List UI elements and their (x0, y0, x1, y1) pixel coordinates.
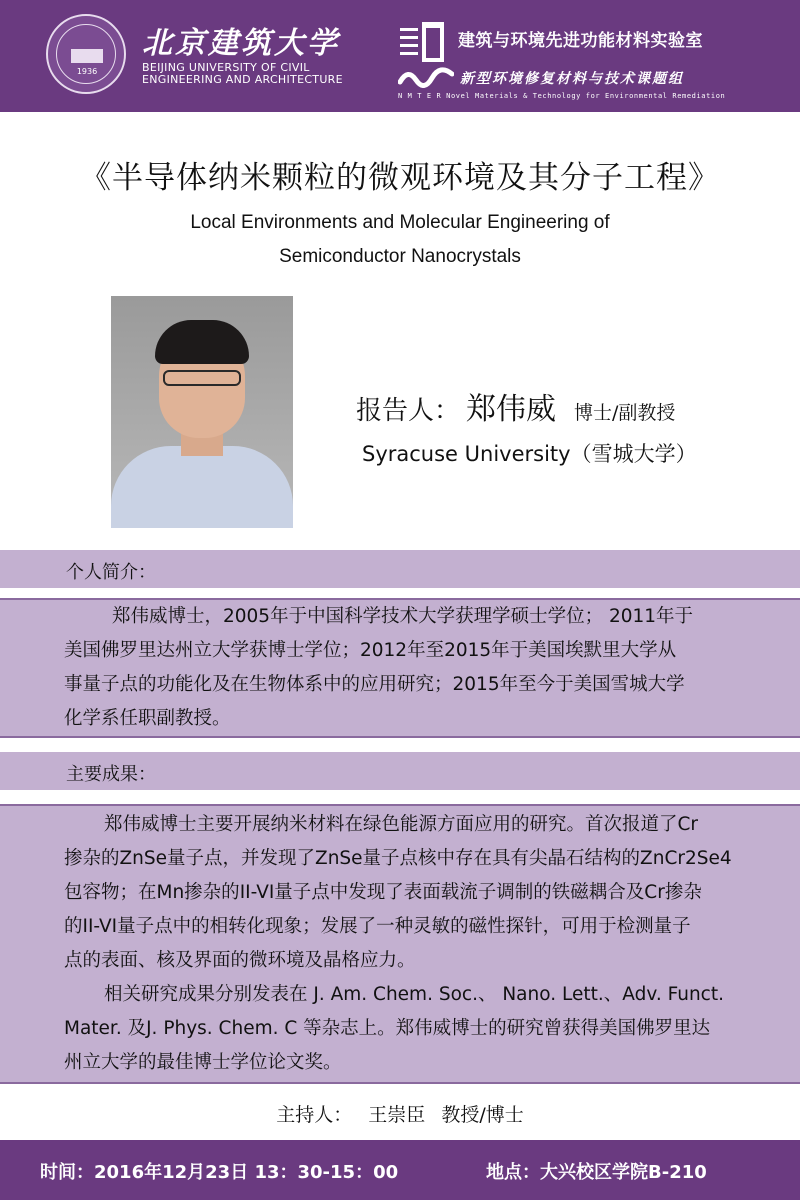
speaker-name: 郑伟威 (466, 392, 557, 427)
group-name-cn: 新型环境修复材料与技术课题组 (460, 71, 684, 87)
speaker-line (356, 384, 675, 428)
university-seal-icon (46, 14, 126, 94)
lab-logo-icon (400, 22, 444, 62)
host-name: 王崇臣 (368, 1104, 426, 1126)
header-banner (0, 0, 800, 112)
speaker-photo (111, 296, 293, 528)
speaker-affiliation: Syracuse University（雪城大学） (362, 442, 697, 466)
talk-title-en: Local Environments and Molecular Engineering of Semiconductor Nanocrystals (190, 212, 610, 267)
wave-logo-icon (398, 66, 454, 88)
speaker-label: 报告人： (356, 396, 461, 426)
speaker-titles: 博士/副教授 (574, 402, 676, 424)
host-label: 主持人： (276, 1104, 353, 1126)
lab-name-cn: 建筑与环境先进功能材料实验室 (458, 31, 703, 51)
event-time: 时间：2016年12月23日 13：30-15：00 (40, 1162, 399, 1183)
university-name-cn: 北京建筑大学 (142, 26, 340, 61)
achievements-text: 郑伟威博士主要开展纳米材料在绿色能源方面应用的研究。首次报道了Cr 掺杂的ZnSe量子点，并发现了ZnSe量子点核中存在具有尖晶石结构的ZnCr2Se4 包容物；在Mn掺杂的II-VI量子点中发现了表面载流子调制的铁磁耦合及Cr掺杂 的II-VI量子点中的相转化现象；发展了一种灵敏的磁性探针，可用于检测量子 点的表面、核及界面的微环境及晶格应力。 相关研究成果分别发表在 J. Am. Chem. Soc.、 Nano. Lett.、Adv. Funct. Mater. 及J. Phys. Chem. C 等杂志上。郑伟威博士的研究曾获得美国佛罗里达 州立大学的最佳博士学位论文奖。 (64, 814, 732, 1073)
host-titles: 教授/博士 (441, 1104, 524, 1126)
host-line (0, 1100, 800, 1127)
bio-text: 郑伟威博士，2005年于中国科学技术大学获理学硕士学位； 2011年于 美国佛罗里达州立大学获博士学位；2012年至2015年于美国埃默里大学从 事量子点的功能化及在生物体系中的应用研究；2015年至今于美国雪城大学 化学系任职副教授。 (64, 606, 694, 729)
university-name-en: BEIJING UNIVERSITY OF CIVIL ENGINEERING AND ARCHITECTURE (142, 61, 343, 86)
seal-year: 1936 (76, 67, 98, 76)
event-place: 地点：大兴校区学院B-210 (486, 1162, 707, 1183)
group-name-en: N M T E R Novel Materials & Technology for Environmental Remediation (398, 92, 726, 100)
achievements-heading-bar (0, 752, 800, 790)
bio-heading-bar (0, 550, 800, 588)
talk-title-cn: 《半导体纳米颗粒的微观环境及其分子工程》 (80, 160, 720, 196)
footer-banner (0, 1140, 800, 1200)
bio-heading: 个人简介： (66, 562, 156, 583)
achievements-heading: 主要成果： (66, 764, 156, 785)
